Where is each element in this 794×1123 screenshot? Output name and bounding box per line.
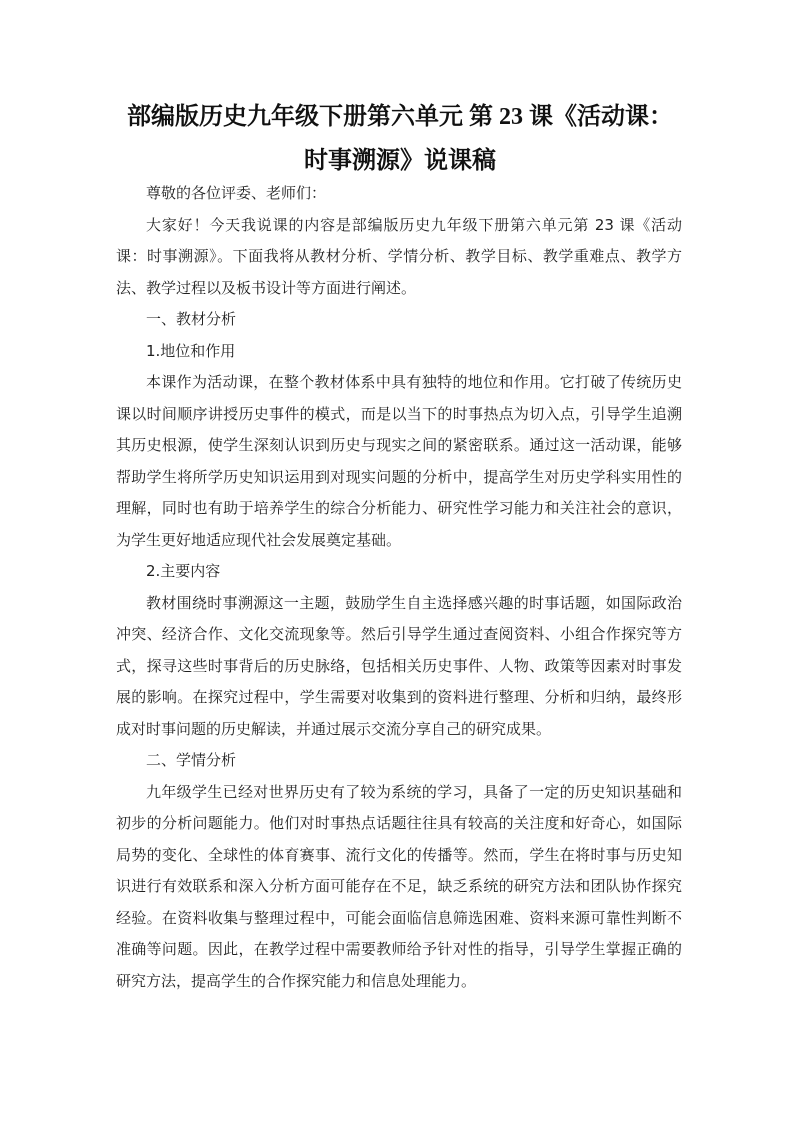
document-title-line-1: 部编版历史九年级下册第六单元 第 23 课《活动课： — [127, 104, 673, 130]
greeting-paragraph: 尊敬的各位评委、老师们： — [146, 184, 327, 202]
learner-analysis-paragraph: 九年级学生已经对世界历史有了较为系统的学习，具备了一定的历史知识基础和初步的分析问题能力。他们对时事热点话题往往具有较高的关注度和好奇心，如国际局势的变化、全球性的体育赛事、流行文化的传播等。然而，学生在将时事与历史知识进行有效联系和深入分析方面可能存在不足，缺乏系统的研究方法和团队协作探究经验。在资料收集与整理过程中，可能会面临信息筛选困难、资料来源可靠性判断不准确等问题。因此，在教学过程中需要教师给予针对性的指导，引导学生掌握正确的研究方法，提高学生的合作探究能力和信息处理能力。 — [116, 782, 682, 990]
document-title-line-2: 时事溯源》说课稿 — [304, 148, 496, 174]
subheading-main-content: 2.主要内容 — [146, 562, 221, 580]
main-content-paragraph: 教材围绕时事溯源这一主题，鼓励学生自主选择感兴趣的时事话题，如国际政治冲突、经济合作、文化交流现象等。然后引导学生通过查阅资料、小组合作探究等方式，探寻这些时事背后的历史脉络，包括相关历史事件、人物、政策等因素对时事发展的影响。在探究过程中，学生需要对收集到的资料进行整理、分析和归纳，最终形成对时事问题的历史解读，并通过展示交流分享自己的研究成果。 — [116, 593, 682, 738]
document-body — [116, 178, 682, 997]
subheading-position-and-role: 1.地位和作用 — [146, 341, 236, 360]
intro-paragraph: 大家好！今天我说课的内容是部编版历史九年级下册第六单元第 23 课《活动课：时事溯源》。下面我将从教材分析、学情分析、教学目标、教学重难点、教学方法、教学过程以及板书设计等方面进行阐述。 — [116, 215, 682, 297]
position-role-paragraph: 本课作为活动课，在整个教材体系中具有独特的地位和作用。它打破了传统历史课以时间顺序讲授历史事件的模式，而是以当下的时事热点为切入点，引导学生追溯其历史根源，使学生深刻认识到历史与现实之间的紧密联系。通过这一活动课，能够帮助学生将所学历史知识运用到对现实问题的分析中，提高学生对历史学科实用性的理解，同时也有助于培养学生的综合分析能力、研究性学习能力和关注社会的意识，为学生更好地适应现代社会发展奠定基础。 — [116, 373, 682, 549]
section-heading-textbook-analysis: 一、教材分析 — [146, 310, 237, 328]
section-heading-learner-analysis: 二、学情分析 — [146, 751, 237, 769]
